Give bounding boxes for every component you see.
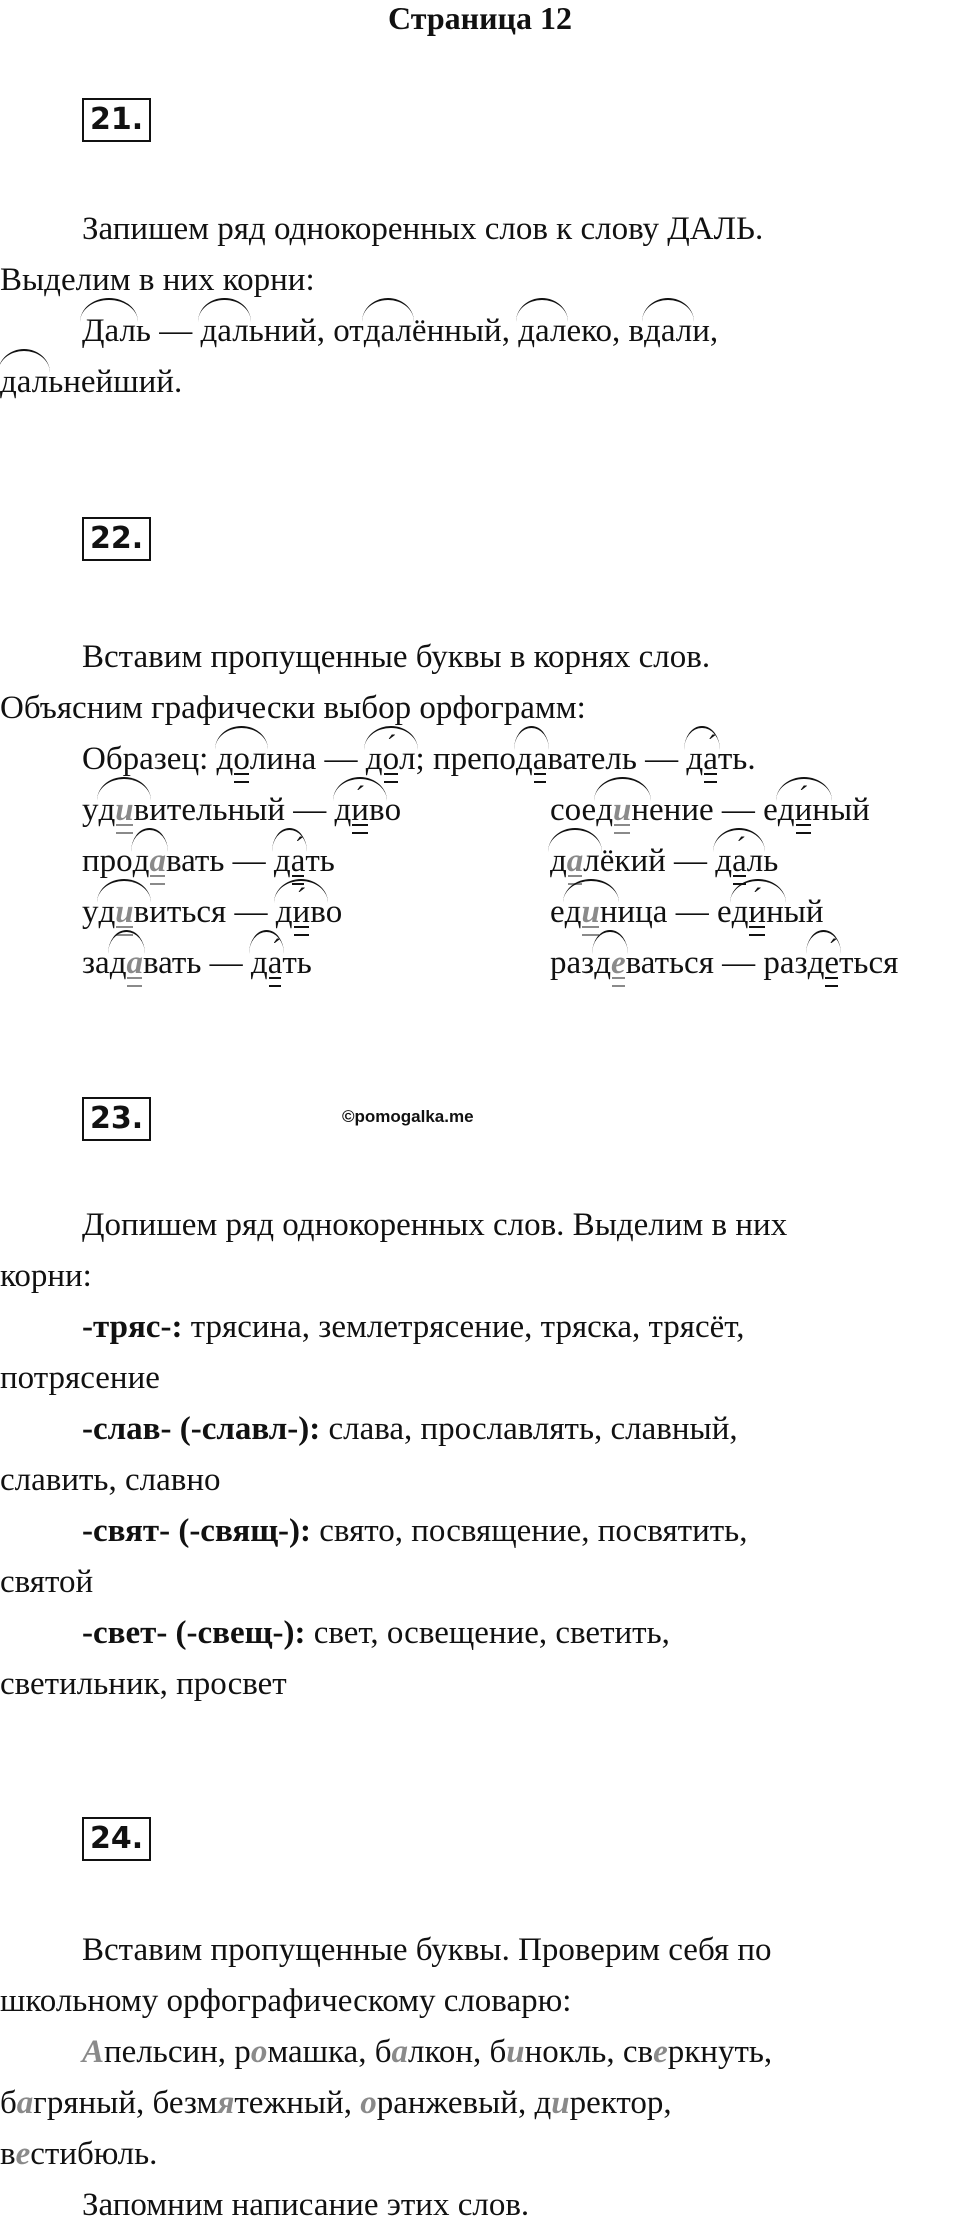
root-arc: д´ ол [366, 734, 416, 785]
root-arc: д´ ал [715, 836, 763, 887]
task-24-intro-1: Вставим пропущенные буквы. Проверим себя по [82, 1932, 772, 1968]
root-arc: дол [217, 734, 267, 785]
task-23-text [0, 1200, 960, 1710]
root-arc: дал [0, 357, 48, 408]
task-24-intro-2: школьному орфографическому словарю: [0, 1983, 572, 2019]
task-23-group-4-cont: светильник, просвет [0, 1666, 287, 1702]
root-arc: да [110, 938, 143, 989]
root-arc: д´ а [686, 734, 717, 785]
watermark: ©pomogalka.me [342, 1107, 474, 1126]
root-arc: дал [644, 306, 692, 357]
root-arc: д´ а [251, 938, 282, 989]
root-arc: Дал [82, 306, 136, 357]
task-24-words-3: вестибюль. [0, 2136, 158, 2172]
task-22-row-1: удивительный — д´ иво соединение — ед´ иный [0, 785, 960, 836]
root-arc: дал [550, 836, 600, 887]
task-22-text [0, 632, 960, 989]
root-arc: д´ ив [276, 887, 326, 938]
root-arc: дал [200, 306, 248, 357]
root-arc: дин [596, 785, 649, 836]
task-22-row-4: задавать — д´ ать раздеваться — разд´ еться [0, 938, 960, 989]
root-arc: д´ е [808, 938, 839, 989]
task-number-22: 22. [82, 517, 151, 561]
task-number-23: 23. [82, 1097, 151, 1141]
task-21-words-line-1: Даль — дальний, отдалённый, далеко, вдали, [0, 306, 960, 357]
root-arc: див [99, 785, 150, 836]
task-23-intro-1: Допишем ряд однокоренных слов. Выделим в них [82, 1207, 788, 1243]
task-23-group-2: -слав- (-славл-): слава, прославлять, славный, [82, 1411, 738, 1447]
task-23-intro-2: корни: [0, 1258, 92, 1294]
task-21-words-line-2: дальнейший. [0, 357, 960, 408]
task-22-sample: Образец: долина — д´ ол; преподаватель — д´ ать. [0, 734, 960, 785]
root-arc: див [99, 887, 150, 938]
task-24-outro: Запомним написание этих слов. [82, 2187, 530, 2223]
root-arc: де [594, 938, 625, 989]
root-arc: д´ ив [335, 785, 385, 836]
task-21-text [0, 204, 960, 408]
root-arc: да [133, 836, 166, 887]
root-arc: дин [565, 887, 618, 938]
task-24-words-1: Апельсин, ромашка, балкон, бинокль, сверкнуть, [82, 2034, 773, 2070]
task-23-group-4: -свет- (-свещ-): свет, освещение, светить, [82, 1615, 670, 1651]
task-23-group-2-cont: славить, славно [0, 1462, 221, 1498]
task-21-intro-1: Запишем ряд однокоренных слов к слову ДАЛЬ. [82, 211, 764, 247]
page-title: Страница 12 [388, 0, 572, 36]
task-number-21: 21. [82, 98, 151, 142]
root-arc: д´ а [274, 836, 305, 887]
task-23-group-3-cont: святой [0, 1564, 94, 1600]
task-22-row-3: удивиться — д´ иво единица — ед´ иный [0, 887, 960, 938]
task-23-group-1: -тряс-: трясина, землетрясение, тряска, трясёт, [82, 1309, 745, 1345]
task-23-group-3: -свят- (-свящ-): свято, посвящение, посвятить, [82, 1513, 748, 1549]
task-23-group-1-cont: потрясение [0, 1360, 160, 1396]
task-22-intro-2: Объясним графически выбор орфограмм: [0, 690, 586, 726]
root-arc: дал [364, 306, 412, 357]
root-arc: дал [518, 306, 566, 357]
task-22-row-2: продавать — д´ ать далёкий — д´ аль [0, 836, 960, 887]
task-24-words-2: багряный, безмятежный, оранжевый, директор, [0, 2085, 672, 2121]
task-24-text [0, 1925, 960, 2231]
root-arc: д´ ин [732, 887, 784, 938]
task-22-intro-1: Вставим пропущенные буквы в корнях слов. [82, 639, 711, 675]
task-number-24: 24. [82, 1817, 151, 1861]
root-arc: да [516, 734, 547, 785]
task-21-intro-2: Выделим в них корни: [0, 262, 315, 298]
root-arc: д´ ин [778, 785, 830, 836]
